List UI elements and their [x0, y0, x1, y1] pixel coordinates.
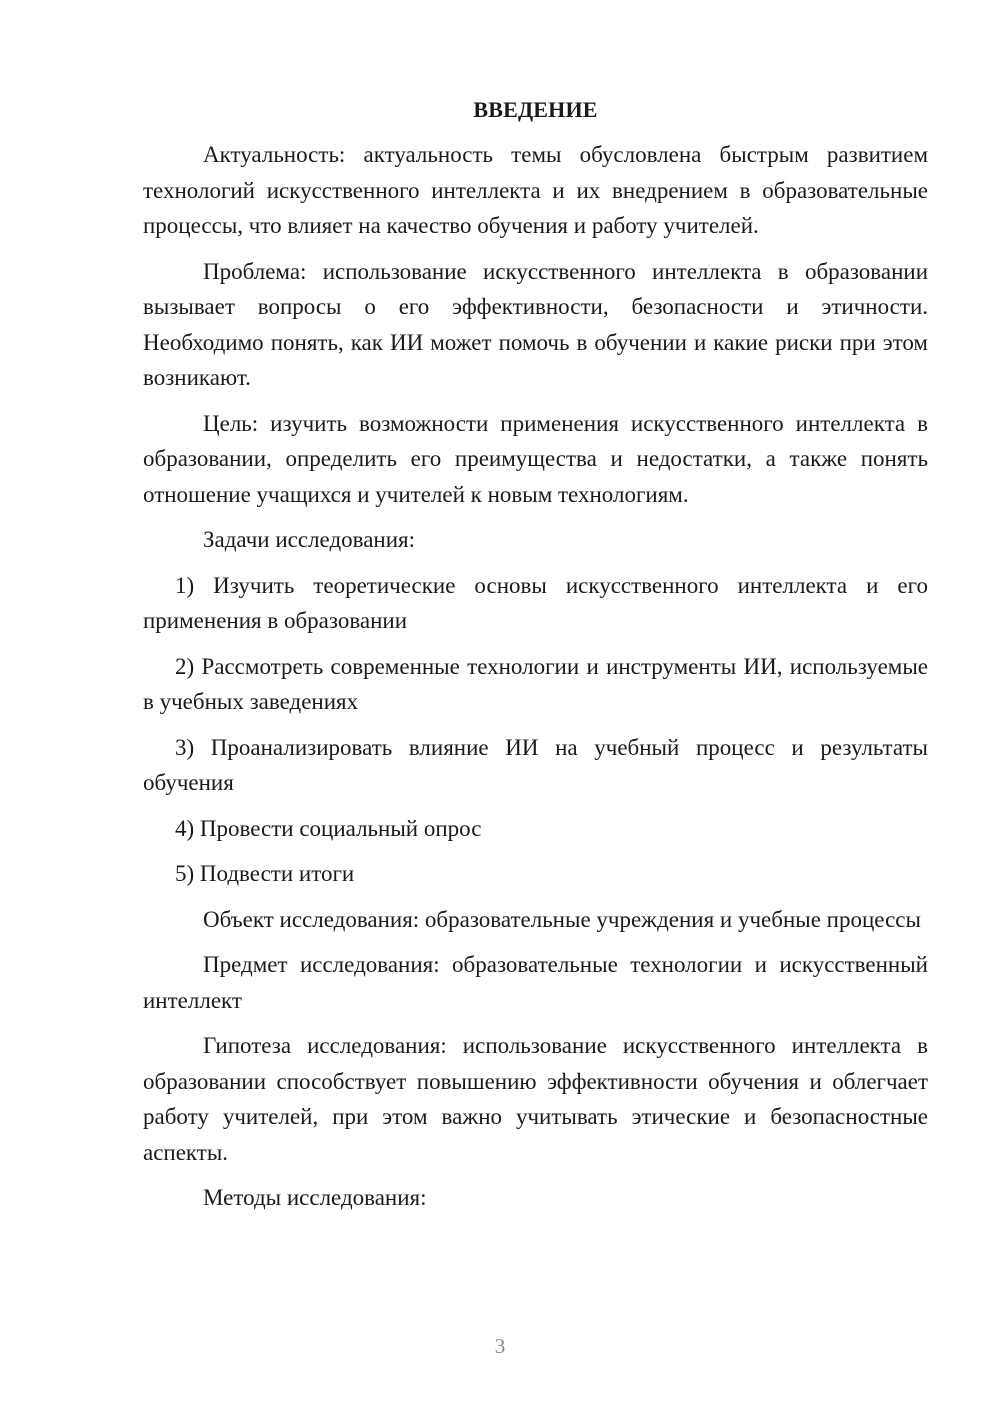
- list-item-task-4: 4) Провести социальный опрос: [175, 815, 482, 841]
- paragraph-subject: Предмет исследования: образовательные технологии и искусственный интеллект: [143, 952, 928, 1013]
- list-item-task-2: 2) Рассмотреть современные технологии и инструменты ИИ, используемые в учебных заведениях: [143, 653, 928, 714]
- page-title: ВВЕДЕНИЕ: [473, 97, 598, 122]
- list-item-task-3: 3) Проанализировать влияние ИИ на учебный процесс и результаты обучения: [143, 734, 928, 795]
- page-number: 3: [494, 1334, 506, 1358]
- paragraph-relevance: Актуальность: актуальность темы обусловлена быстрым развитием технологий искусственного интеллекта и их внедрением в образовательные процессы, что влияет на качество обучения и работу учителей.: [143, 142, 928, 238]
- paragraph-methods: Методы исследования:: [203, 1185, 427, 1210]
- paragraph-object: Объект исследования: образовательные учреждения и учебные процессы: [203, 906, 921, 932]
- list-item-task-5: 5) Подвести итоги: [175, 861, 355, 886]
- list-item-task-1: 1) Изучить теоретические основы искусственного интеллекта и его применения в образовании: [143, 572, 928, 633]
- tasks-title: Задачи исследования:: [203, 527, 416, 552]
- paragraph-problem: Проблема: использование искусственного интеллекта в образовании вызывает вопросы о его эффективности, безопасности и этичности. Необходимо понять, как ИИ может помочь в обучении и какие риски при этом возникают.: [143, 258, 928, 390]
- paragraph-goal: Цель: изучить возможности применения искусственного интеллекта в образовании, определить его преимущества и недостатки, а также понять отношение учащихся и учителей к новым технологиям.: [143, 410, 928, 507]
- paragraph-hypothesis: Гипотеза исследования: использование искусственного интеллекта в образовании способствует повышению эффективности обучения и облегчает работу учителей, при этом важно учитывать этические и безопасностные аспекты.: [143, 1033, 928, 1165]
- document-page: [143, 95, 928, 1226]
